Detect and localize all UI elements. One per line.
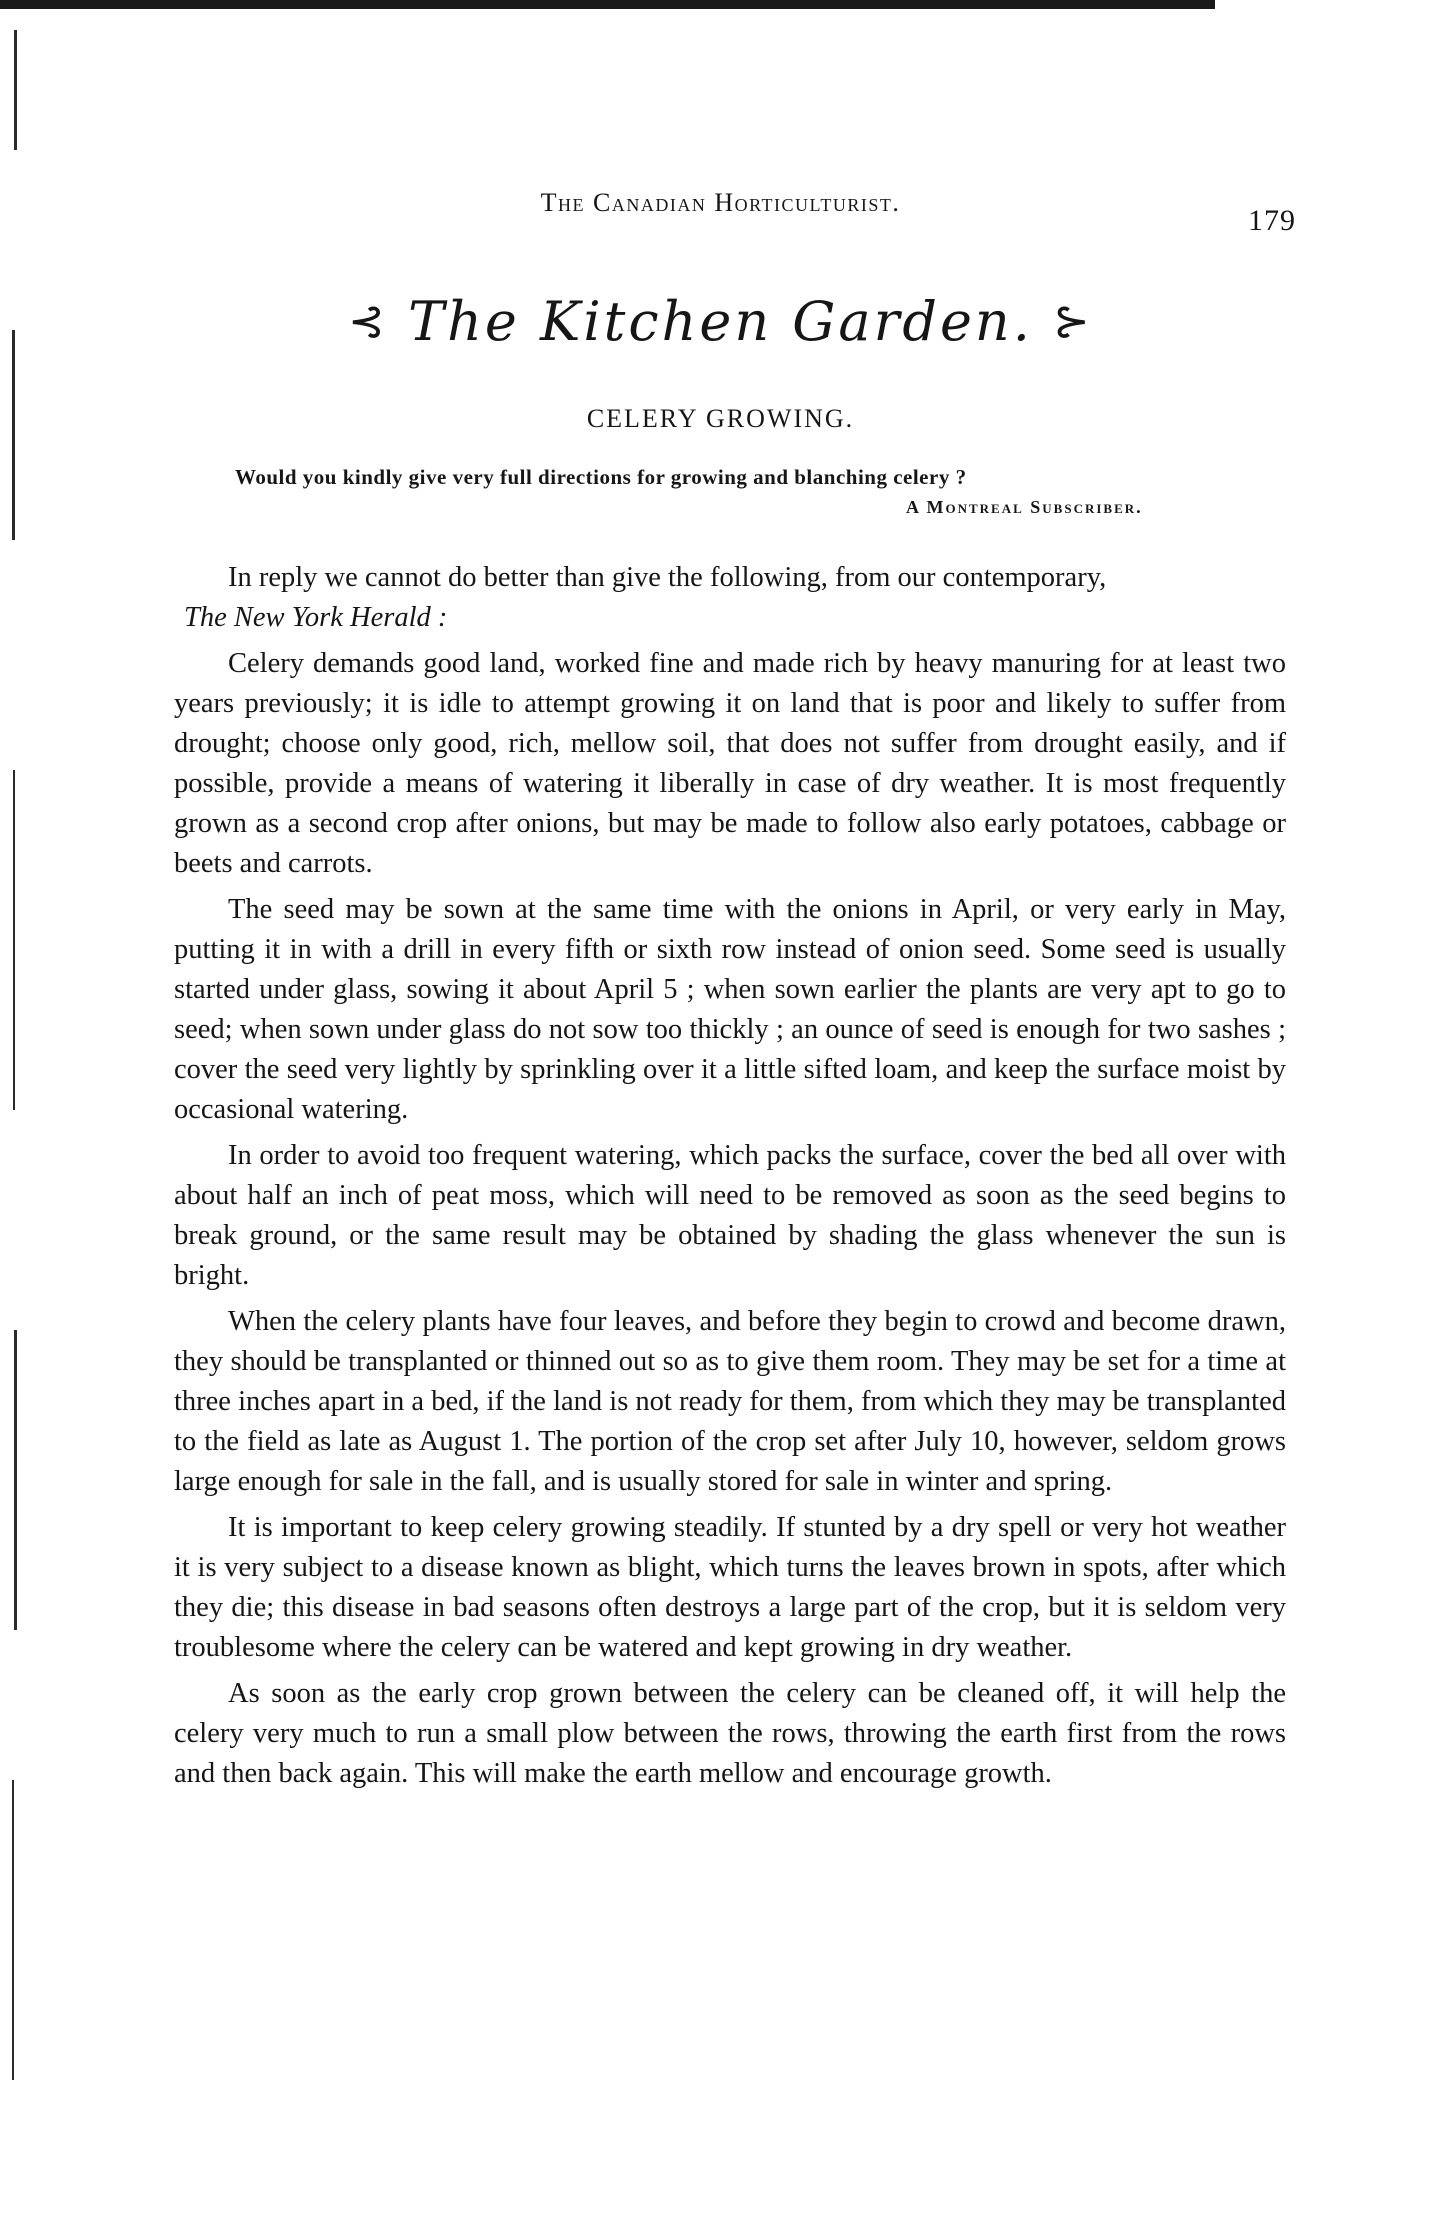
body-paragraph: As soon as the early crop grown between the celery can be cleaned off, it will help the celery very much to run a small plow between the rows, throwing the earth first from the rows and then back again. This will make the earth mellow and encourage growth. [174,1678,1286,1789]
page-number: 179 [1248,204,1296,237]
body-paragraph: Celery demands good land, worked fine and made rich by heavy manuring for at least two years previously; it is idle to attempt growing it on land that is poor and likely to suffer from drought; choose only good, rich, mellow soil, that does not suffer from drought easily, and if possible, provide a means of watering it liberally in case of dry weather. It is most frequently grown as a second crop after onions, but may be made to follow also early potatoes, cabbage or beets and carrots. [174,648,1286,879]
article-body [174,558,1286,1800]
section-title [0,290,1441,353]
ornament-left-icon: ⊰ [348,296,388,347]
body-paragraph: When the celery plants have four leaves, and before they begin to crowd and become drawn, they should be transplanted or thinned out so as to give them room. They may be set for a time at three inches apart in a bed, if the land is not ready for them, from which they may be transplanted to the field as late as August 1. The portion of the crop set after July 10, however, seldom grows large enough for sale in the fall, and is usually stored for sale in winter and spring. [174,1306,1286,1497]
section-title-text: The Kitchen Garden. [408,290,1033,353]
scan-top-edge [0,0,1215,9]
query-signature: A Montreal Subscriber. [906,497,1143,517]
intro-paragraph: In reply we cannot do better than give the following, from our contemporary, [228,562,1107,593]
source-citation: The New York Herald : [184,602,448,633]
scan-left-edge [12,1780,14,2080]
running-head-text: The Canadian Horticulturist. [540,188,901,217]
scan-left-edge [13,770,15,1110]
article-heading: CELERY GROWING. [586,404,855,433]
body-paragraph: In order to avoid too frequent watering, which packs the surface, cover the bed all over with about half an inch of peat moss, which will need to be removed as soon as the seed begins to break ground, or the same result may be obtained by shading the glass whenever the sun is bright. [174,1140,1286,1291]
scan-left-edge [14,1330,17,1630]
running-head [0,188,1441,218]
scan-left-edge [12,330,15,540]
body-paragraph: It is important to keep celery growing steadily. If stunted by a dry spell or very hot weather it is very subject to a disease known as blight, which turns the leaves brown in spots, after which they die; this disease in bad seasons often destroys a large part of the crop, but it is seldom very troublesome where the celery can be watered and kept growing in dry weather. [174,1512,1286,1663]
scan-left-edge [14,30,17,150]
body-paragraph: The seed may be sown at the same time with the onions in April, or very early in May, putting it in with a drill in every fifth or sixth row instead of onion seed. Some seed is usually started under glass, sowing it about April 5 ; when sown earlier the plants are very apt to go to seed; when sown under glass do not sow too thickly ; an ounce of seed is enough for two sashes ; cover the seed very lightly by sprinkling over it a little sifted loam, and keep the surface moist by occasional watering. [174,894,1286,1125]
reader-query: Would you kindly give very full directions for growing and blanching celery ? [235,465,967,489]
ornament-right-icon: ⊱ [1053,296,1093,347]
